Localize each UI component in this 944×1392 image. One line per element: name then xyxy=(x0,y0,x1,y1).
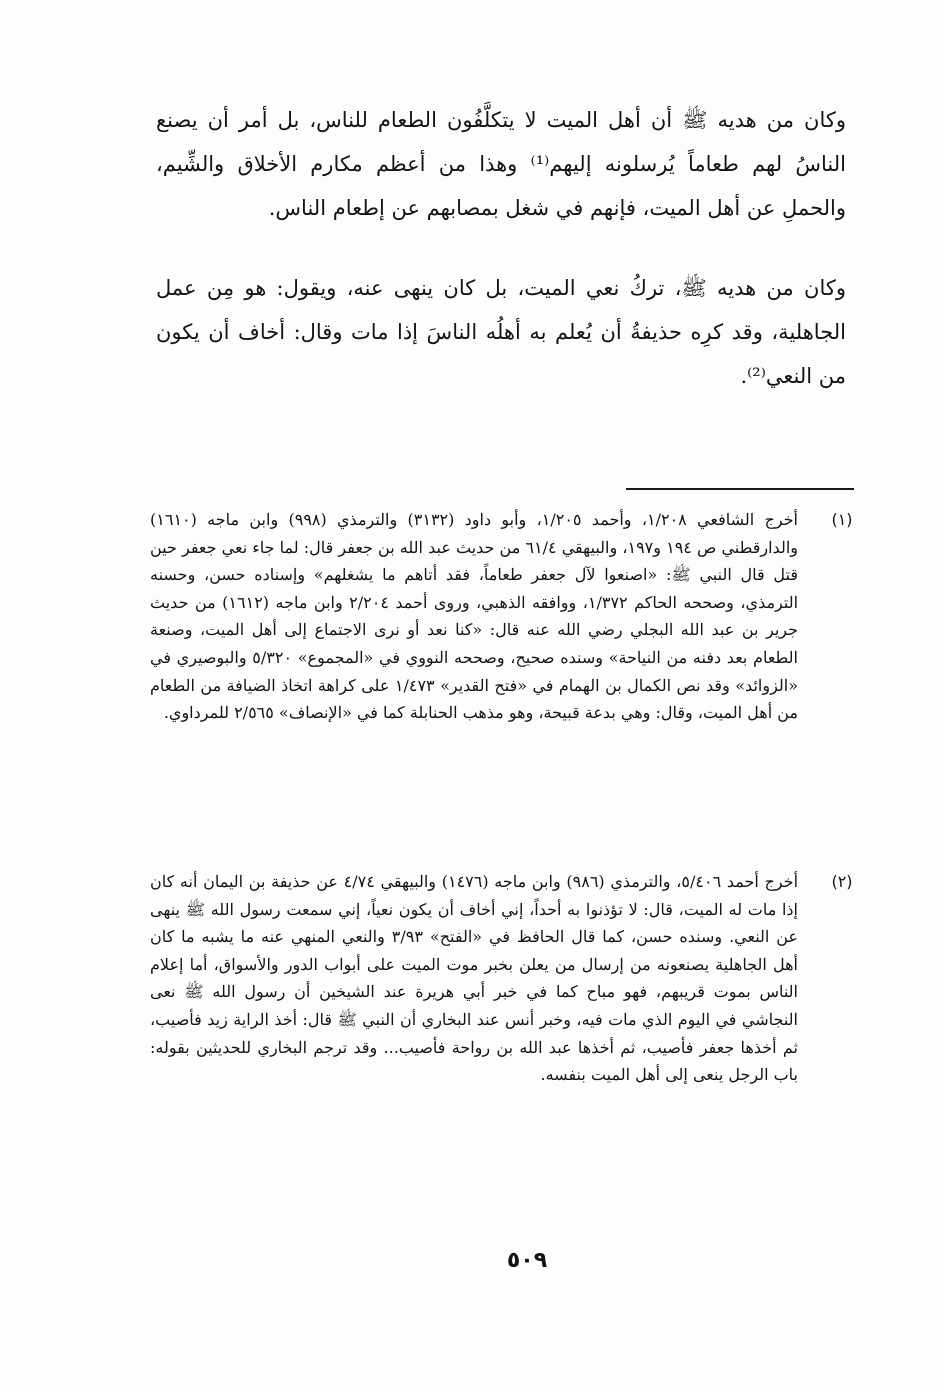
footnote-text: أخرج أحمد ٥/٤٠٦، والترمذي (٩٨٦) وابن ماجه (١٤٧٦) والبيهقي ٤/٧٤ عن حذيفة بن اليمان أنه كان إذا مات له الميت، قال: لا تؤذنوا به أحداً، إني أخاف أن يكون نعياً، إني سمعت رسول الله ﷺ ينهى عن النعي. وسنده حسن، كما قال الحافظ في «الفتح» ٣/٩٣ والنعي المنهي عنه ما يشبه ما كان أهل الجاهلية يصنعونه من إرسال من يعلن بخبر موت الميت على أبواب الدور والأسواق، أما إعلام الناس بموت قريبهم، فهو مباح كما في خبر أبي هريرة عند الشيخين أن رسول الله ﷺ نعى النجاشي في اليوم الذي مات فيه، وخبر أنس عند البخاري أن النبي ﷺ قال: أخذ الراية زيد فأصيب، ثم أخذها جعفر فأصيب، ثم أخذها عبد الله بن رواحة فأصيب... وقد ترجم البخاري للحديثين بقوله: باب الرجل ينعى إلى أهل الميت بنفسه. xyxy=(150,872,799,1085)
footnote-number: (٢) xyxy=(831,872,853,891)
footnote-number: (١) xyxy=(831,510,853,529)
main-paragraph-1: وكان من هديه ﷺ أن أهل الميت لا يتكلَّفُون الطعام للناس، بل أمر أن يصنع الناسُ لهم طعاماً يُرسلونه إليهم⁽¹⁾ وهذا من أعظم مكارم الأخلاق والشِّيم، والحملِ عن أهل الميت، فإنهم في شغل بمصابهم عن إطعام الناس. xyxy=(156,108,846,220)
page-number: ٥٠٩ xyxy=(506,1248,548,1273)
footnote-1 xyxy=(150,506,862,727)
footnote-separator xyxy=(626,488,854,490)
main-paragraph-2: وكان من هديه ﷺ، تركُ نعي الميت، بل كان ينهى عنه، ويقول: هو مِن عمل الجاهلية، وقد كرِه حذيفةُ أن يُعلم به أهلُه الناسَ إذا مات وقال: أخاف أن يكون من النعي⁽²⁾. xyxy=(156,276,846,388)
footnote-2 xyxy=(150,868,862,1089)
footnote-text: أخرج الشافعي ١/٢٠٨، وأحمد ١/٢٠٥، وأبو داود (٣١٣٢) والترمذي (٩٩٨) وابن ماجه (١٦١٠) والدارقطني ص ١٩٤ و١٩٧، والبيهقي ٦١/٤ من حديث عبد الله بن جعفر قال: لما جاء نعي جعفر حين قتل قال النبي ﷺ: «اصنعوا لآل جعفر طعاماً، فقد أتاهم ما يشغلهم» وإسناده حسن، وحسنه الترمذي، وصححه الحاكم ١/٣٧٢، ووافقه الذهبي، وروى أحمد ٢/٢٠٤ وابن ماجه (١٦١٢) من حديث جرير بن عبد الله البجلي رضي الله عنه قال: «كنا نعد أو نرى الاجتماع إلى أهل الميت، وصنعة الطعام بعد دفنه من النياحة» وسنده صحيح، وصححه النووي في «المجموع» ٥/٣٢٠ والبوصيري في «الزوائد» وقد نص الكمال بن الهمام في «فتح القدير» ١/٤٧٣ على كراهة اتخاذ الضيافة من الطعام من أهل الميت، وقال: وهي بدعة قبيحة، وهو مذهب الحنابلة كما في «الإنصاف» ٢/٥٦٥ للمرداوي. xyxy=(150,510,799,723)
